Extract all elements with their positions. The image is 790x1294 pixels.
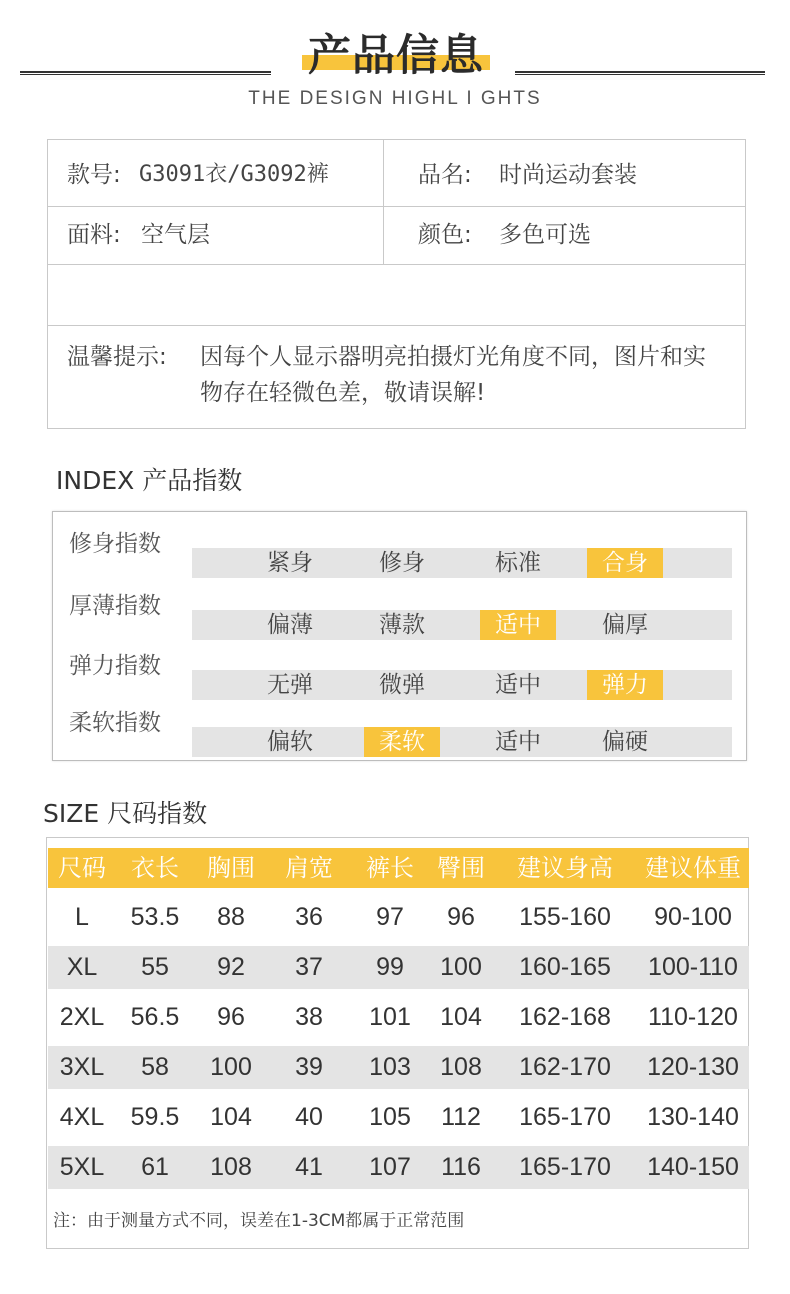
table-cell: 107 <box>369 1153 411 1181</box>
index-scale-track <box>192 727 732 757</box>
table-row <box>48 1096 749 1139</box>
size-table <box>46 837 749 1249</box>
header-divider-right <box>515 71 765 75</box>
table-cell: 100 <box>210 1053 252 1081</box>
table-cell: XL <box>66 953 98 981</box>
table-cell: 101 <box>369 1003 411 1031</box>
tip-text: 因每个人显示器明亮拍摄灯光角度不同，图片和实物存在轻微色差，敬请误解! <box>200 344 706 406</box>
table-cell: 38 <box>295 1003 323 1031</box>
index-option: 标准 <box>495 550 541 576</box>
table-cell: 108 <box>440 1053 482 1081</box>
index-option-selected: 柔软 <box>364 727 440 757</box>
index-section-title: INDEX 产品指数 <box>56 466 243 495</box>
index-option: 修身 <box>379 550 425 576</box>
product-name-label: 品名: <box>418 162 472 188</box>
table-cell: 130-140 <box>647 1103 739 1131</box>
table-row <box>48 946 749 989</box>
table-cell: 165-170 <box>519 1153 611 1181</box>
table-cell: 120-130 <box>647 1053 739 1081</box>
index-scale-track <box>192 670 732 700</box>
size-header-cell: 衣长 <box>131 854 179 882</box>
table-cell: 104 <box>210 1103 252 1131</box>
product-name-value: 时尚运动套装 <box>499 162 637 188</box>
table-row <box>48 1046 749 1089</box>
index-row-label: 柔软指数 <box>69 710 161 736</box>
index-row-label: 弹力指数 <box>69 653 161 679</box>
table-cell: 56.5 <box>130 1003 180 1031</box>
size-table-header <box>48 848 749 888</box>
table-cell: 96 <box>217 1003 245 1031</box>
index-option: 微弹 <box>379 672 425 698</box>
fabric-label: 面料: <box>67 222 121 248</box>
table-cell: 110-120 <box>648 1003 738 1031</box>
index-option-selected: 合身 <box>587 548 663 578</box>
index-option: 偏薄 <box>267 612 313 638</box>
size-header-cell: 胸围 <box>207 854 255 882</box>
size-header-cell: 尺码 <box>58 854 106 882</box>
index-option: 薄款 <box>379 612 425 638</box>
index-row <box>53 590 746 638</box>
table-cell: 53.5 <box>130 903 180 931</box>
index-option: 紧身 <box>267 550 313 576</box>
table-cell: 100-110 <box>648 953 738 981</box>
size-header-cell: 裤长 <box>366 854 414 882</box>
table-cell: 155-160 <box>519 903 611 931</box>
table-cell: 104 <box>440 1003 482 1031</box>
color-value: 多色可选 <box>499 222 591 248</box>
index-panel <box>52 511 747 761</box>
index-option: 偏厚 <box>602 612 648 638</box>
index-option: 适中 <box>495 729 541 755</box>
table-cell: 105 <box>369 1103 411 1131</box>
table-cell: 59.5 <box>130 1103 180 1131</box>
table-cell: 162-168 <box>519 1003 611 1031</box>
table-cell: 55 <box>141 953 169 981</box>
table-cell: 61 <box>141 1153 169 1181</box>
header-divider-left <box>20 71 271 75</box>
table-cell: 3XL <box>59 1053 105 1081</box>
index-option: 无弹 <box>267 672 313 698</box>
table-cell: 40 <box>295 1103 323 1131</box>
index-option: 适中 <box>495 672 541 698</box>
table-cell: 2XL <box>59 1003 105 1031</box>
index-row <box>53 650 746 698</box>
table-cell: 103 <box>369 1053 411 1081</box>
info-row-tip <box>48 326 745 429</box>
color-label: 颜色: <box>418 222 472 248</box>
table-cell: 5XL <box>59 1153 105 1181</box>
table-row <box>48 1146 749 1189</box>
index-row-label: 厚薄指数 <box>69 593 161 619</box>
page-subtitle: THE DESIGN HIGHL I GHTS <box>248 88 542 109</box>
table-cell: 96 <box>447 903 475 931</box>
table-cell: 99 <box>376 953 404 981</box>
table-cell: 162-170 <box>519 1053 611 1081</box>
info-row-fabric <box>48 207 745 265</box>
style-no-value: G3091衣/G3092裤 <box>139 162 329 187</box>
size-header-cell: 臀围 <box>437 854 485 882</box>
info-row-style <box>48 140 745 207</box>
info-row-empty <box>48 265 745 326</box>
table-cell: 58 <box>141 1053 169 1081</box>
size-note: 注：由于测量方式不同，误差在1-3CM都属于正常范围 <box>53 1211 465 1231</box>
table-cell: 90-100 <box>654 903 732 931</box>
index-row <box>53 707 746 755</box>
product-info-table <box>47 139 746 429</box>
table-cell: 41 <box>295 1153 323 1181</box>
table-cell: 36 <box>295 903 323 931</box>
index-option-selected: 弹力 <box>587 670 663 700</box>
size-header-cell: 建议身高 <box>517 854 613 882</box>
fabric-value: 空气层 <box>141 222 210 248</box>
table-row <box>48 996 749 1039</box>
table-row <box>48 896 749 939</box>
index-option-selected: 适中 <box>480 610 556 640</box>
table-cell: 37 <box>295 953 323 981</box>
table-cell: 97 <box>376 903 404 931</box>
table-cell: 165-170 <box>519 1103 611 1131</box>
style-no-label: 款号: <box>67 162 121 188</box>
index-option: 偏硬 <box>602 729 648 755</box>
table-cell: 4XL <box>59 1103 105 1131</box>
size-header-cell: 建议体重 <box>645 854 741 882</box>
table-cell: 39 <box>295 1053 323 1081</box>
index-scale-track <box>192 548 732 578</box>
table-cell: 92 <box>217 953 245 981</box>
page-title: 产品信息 <box>308 31 484 81</box>
table-cell: 88 <box>217 903 245 931</box>
table-cell: 116 <box>441 1153 481 1181</box>
table-cell: 112 <box>441 1103 481 1131</box>
index-option: 偏软 <box>267 729 313 755</box>
size-header-cell: 肩宽 <box>285 854 333 882</box>
table-cell: 160-165 <box>519 953 611 981</box>
index-scale-track <box>192 610 732 640</box>
table-cell: 100 <box>440 953 482 981</box>
size-section-title: SIZE 尺码指数 <box>43 799 208 828</box>
table-cell: 108 <box>210 1153 252 1181</box>
table-cell: L <box>75 903 89 931</box>
index-row-label: 修身指数 <box>69 531 161 557</box>
index-row <box>53 528 746 576</box>
table-cell: 140-150 <box>647 1153 739 1181</box>
tip-label: 温馨提示: <box>67 344 167 370</box>
